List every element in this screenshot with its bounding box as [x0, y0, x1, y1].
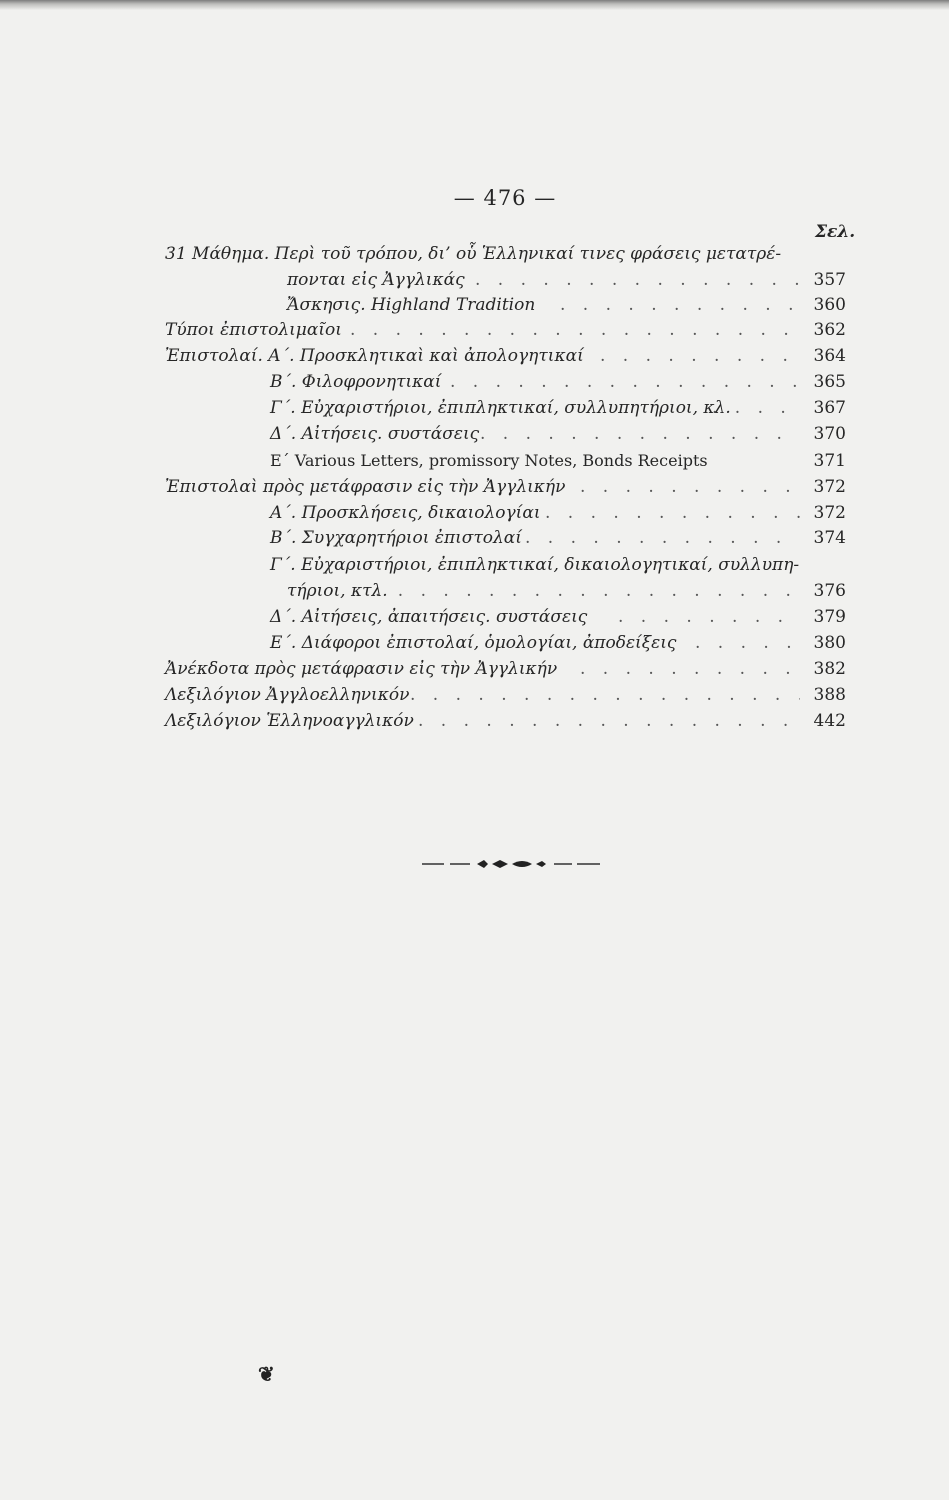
- toc-entry-text: 31 Μάθημα. Περὶ τοῦ τρόπου, δι’ οὗ Ἑλληνικαί τινες φράσεις μετατρέ-: [165, 244, 782, 264]
- toc-entry: [0, 268, 949, 292]
- toc-entry: [0, 605, 949, 629]
- toc-entry: [0, 631, 949, 655]
- toc-entry: [0, 579, 949, 603]
- toc-entry-text: Δ΄. Αἰτήσεις, ἀπαιτήσεις. συστάσεις: [270, 607, 588, 627]
- toc-entry-page: 367: [813, 398, 846, 418]
- toc-entry: [0, 370, 949, 394]
- toc-entry-page: 372: [813, 477, 846, 497]
- toc-entry-page: 370: [813, 424, 846, 444]
- leader-dots: [580, 657, 800, 681]
- toc-entry-page: 376: [813, 581, 846, 601]
- toc-entry-text: Γ΄. Εὐχαριστήριοι, ἐπιπληκτικαί, δικαιολογητικαί, συλλυπη-: [270, 555, 800, 575]
- toc-entry-page: 374: [813, 528, 846, 548]
- page-top-edge: [0, 0, 949, 10]
- leader-dots: [350, 318, 800, 342]
- toc-entry-text: Α΄. Προσκλήσεις, δικαιολογίαι: [270, 503, 541, 523]
- leader-dots: [450, 370, 800, 394]
- toc-entry: [0, 318, 949, 342]
- toc-entry-text: Γ΄. Εὐχαριστήριοι, ἐπιπληκτικαί, συλλυπητήριοι, κλ.: [270, 398, 731, 418]
- toc-entry: [0, 449, 949, 473]
- toc-entry: [0, 293, 949, 317]
- leader-dots: [712, 396, 800, 420]
- leader-dots: [475, 268, 800, 292]
- leader-dots: [618, 605, 800, 629]
- leader-dots: [560, 293, 800, 317]
- toc-entry-text: Β΄. Συγχαρητήριοι ἐπιστολαί: [270, 528, 522, 548]
- printer-mark-icon: ❦: [258, 1362, 275, 1386]
- toc-entry-text: Ἐπιστολαί. Α΄. Προσκλητικαὶ καὶ ἀπολογητικαί: [165, 346, 584, 366]
- toc-entry-page: 362: [813, 320, 846, 340]
- toc-entry: [0, 657, 949, 681]
- toc-entry: [0, 475, 949, 499]
- leader-dots: [480, 422, 800, 446]
- toc-entry: [0, 242, 949, 266]
- toc-entry-page: 382: [813, 659, 846, 679]
- leader-dots: [580, 475, 800, 499]
- toc-entry: [0, 709, 949, 733]
- leader-dots: [695, 631, 800, 655]
- leader-dots: [525, 526, 800, 550]
- toc-entry-page: 371: [813, 451, 846, 471]
- toc-entry: [0, 422, 949, 446]
- page-column-label: Σελ.: [815, 222, 856, 242]
- toc-entry-page: 357: [813, 270, 846, 290]
- toc-entry-page: 364: [813, 346, 846, 366]
- toc-entry-page: 360: [813, 295, 846, 315]
- leader-dots: [375, 579, 800, 603]
- toc-entry: [0, 344, 949, 368]
- toc-entry-page: 388: [813, 685, 846, 705]
- toc-entry-text: Ἄσκησις. Highland Tradition: [287, 295, 536, 315]
- toc-entry-text: Δ΄. Αἰτήσεις. συστάσεις: [270, 424, 480, 444]
- toc-entry: [0, 501, 949, 525]
- toc-entry: [0, 526, 949, 550]
- leader-dots: [418, 709, 800, 733]
- leader-dots: [410, 683, 800, 707]
- toc-entry-text: τήριοι, κτλ.: [287, 581, 388, 601]
- toc-entry-text: Ἐπιστολαὶ πρὸς μετάφρασιν εἰς τὴν Ἀγγλικήν: [165, 477, 566, 497]
- toc-entry-text: Ἀνέκδοτα πρὸς μετάφρασιν εἰς τὴν Ἀγγλικήν: [165, 659, 558, 679]
- toc-entry: [0, 396, 949, 420]
- toc-entry: [0, 553, 949, 577]
- toc-entry-page: 365: [813, 372, 846, 392]
- leader-dots: [600, 344, 800, 368]
- toc-entry-text: Λεξιλόγιον Ἀγγλοελληνικόν: [165, 685, 410, 705]
- toc-entry: [0, 683, 949, 707]
- ornament-divider-icon: [422, 856, 602, 870]
- toc-entry-text: Λεξιλόγιον Ἑλληνοαγγλικόν: [165, 711, 414, 731]
- toc-entry-page: 442: [813, 711, 846, 731]
- leader-dots: [545, 501, 800, 525]
- toc-entry-page: 379: [813, 607, 846, 627]
- toc-entry-text: Τύποι ἐπιστολιμαῖοι: [165, 320, 342, 340]
- toc-entry-text: Ε΄ Various Letters, promissory Notes, Bonds Receipts: [270, 451, 708, 470]
- toc-entry-page: 372: [813, 503, 846, 523]
- toc-entry-text: Ε΄. Διάφοροι ἐπιστολαί, ὁμολογίαι, ἀποδείξεις: [270, 633, 677, 653]
- page-number: — 476 —: [453, 186, 557, 210]
- toc-entry-text: πονται εἰς Ἀγγλικάς: [287, 270, 465, 290]
- toc-entry-page: 380: [813, 633, 846, 653]
- toc-entry-text: Β΄. Φιλοφρονητικαί: [270, 372, 442, 392]
